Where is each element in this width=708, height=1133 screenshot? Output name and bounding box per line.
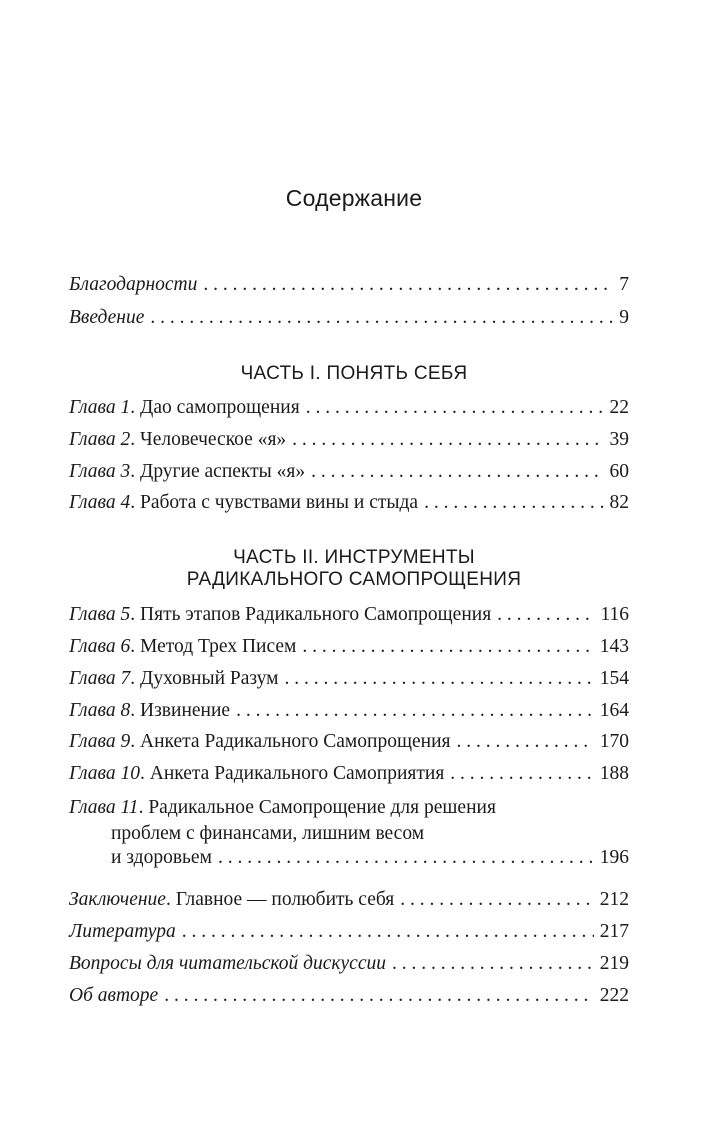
- page-title: Содержание: [285, 185, 423, 211]
- chapter-prefix: Глава 11: [69, 797, 139, 818]
- chapter-title-line2: проблем с финансами, лишним весом: [111, 823, 425, 844]
- chapter-prefix: Глава 4: [69, 492, 131, 513]
- page-number: 22: [609, 397, 629, 418]
- page-number: 7: [619, 274, 629, 295]
- leader-dots: [497, 600, 594, 630]
- toc-entry-chapter-11-last-line[interactable]: [69, 843, 629, 873]
- toc-entry-chapter-7[interactable]: Глава 7. Духовный Разум . . . 154: [69, 664, 629, 694]
- entry-label: Благодарности: [69, 274, 198, 295]
- toc-entry-chapter-8[interactable]: Глава 8. Извинение . . . 164: [69, 696, 629, 726]
- chapter-title: Работа с чувствами вины и стыда: [140, 492, 419, 513]
- chapter-title: Человеческое «я»: [140, 429, 287, 450]
- page-number: 217: [599, 921, 629, 942]
- page-number: 170: [599, 731, 629, 752]
- chapter-prefix: Глава 5: [69, 604, 131, 625]
- toc-entry-chapter-11[interactable]: [69, 795, 629, 847]
- leader-dots: [164, 981, 594, 1011]
- page-number: 39: [609, 429, 629, 450]
- page-number: 154: [599, 668, 629, 689]
- chapter-title: Анкета Радикального Самопрощения: [140, 731, 451, 752]
- page-number: 143: [599, 636, 629, 657]
- leader-dots: [456, 727, 593, 757]
- entry-prefix: Заключение: [69, 889, 166, 910]
- chapter-prefix: Глава 7: [69, 668, 131, 689]
- leader-dots: [424, 488, 603, 518]
- entry-label: Вопросы для читательской дискуссии: [69, 953, 386, 974]
- entry-label: Об авторе: [69, 985, 159, 1006]
- chapter-prefix: Глава 2: [69, 429, 131, 450]
- chapter-title: Другие аспекты «я»: [140, 461, 306, 482]
- leader-dots: [150, 303, 613, 333]
- toc-entry-chapter-10[interactable]: Глава 10. Анкета Радикального Самоприятия . . . 188: [69, 759, 629, 789]
- leader-dots: [285, 664, 594, 694]
- toc-entry-chapter-1[interactable]: Глава 1. Дао самопрощения . . . 22: [69, 393, 629, 423]
- leader-dots: [450, 759, 593, 789]
- leader-dots: [182, 917, 594, 947]
- chapter-title: Метод Трех Писем: [140, 636, 297, 657]
- leader-dots: [306, 393, 604, 423]
- page-number: 212: [599, 889, 629, 910]
- part-2-heading-line1: ЧАСТЬ II. ИНСТРУМЕНТЫ: [233, 547, 475, 568]
- toc-entry-chapter-5[interactable]: Глава 5. Пять этапов Радикального Самопрощения . . . 116: [69, 600, 629, 630]
- chapter-prefix: Глава 9: [69, 731, 131, 752]
- toc-entry-chapter-2[interactable]: Глава 2. Человеческое «я» . . . 39: [69, 425, 629, 455]
- toc-entry-introduction[interactable]: [69, 303, 629, 333]
- toc-entry-conclusion[interactable]: Заключение. Главное — полюбить себя . . . 212: [69, 885, 629, 915]
- toc-entry-about-author[interactable]: [69, 981, 629, 1011]
- leader-dots: [236, 696, 594, 726]
- chapter-11-line1: Глава 11. Радикальное Самопрощение для решения: [69, 797, 496, 818]
- page-number: 222: [599, 985, 629, 1006]
- chapter-title-line1: Радикальное Самопрощение для решения: [148, 797, 496, 818]
- chapter-prefix: Глава 3: [69, 461, 131, 482]
- page-number: 60: [609, 461, 629, 482]
- toc-entry-literature[interactable]: [69, 917, 629, 947]
- page-number: 82: [609, 492, 629, 513]
- leader-dots: [311, 457, 603, 487]
- entry-label: Введение: [69, 307, 145, 328]
- toc-entry-chapter-9[interactable]: Глава 9. Анкета Радикального Самопрощения . . . 170: [69, 727, 629, 757]
- entry-label: Литература: [69, 921, 176, 942]
- entry-title: Главное — полюбить себя: [175, 889, 395, 910]
- toc-entry-discussion-questions[interactable]: [69, 949, 629, 979]
- chapter-title: Пять этапов Радикального Самопрощения: [140, 604, 492, 625]
- toc-entry-chapter-3[interactable]: Глава 3. Другие аспекты «я» . . . 60: [69, 457, 629, 487]
- part-1-heading: ЧАСТЬ I. ПОНЯТЬ СЕБЯ: [240, 363, 468, 384]
- part-2-heading-line2: РАДИКАЛЬНОГО САМОПРОЩЕНИЯ: [186, 569, 522, 590]
- leader-dots: [218, 843, 594, 873]
- chapter-prefix: Глава 1: [69, 397, 131, 418]
- chapter-prefix: Глава 10: [69, 763, 141, 784]
- page-number: 164: [599, 700, 629, 721]
- toc-entry-chapter-4[interactable]: Глава 4. Работа с чувствами вины и стыда . . . 82: [69, 488, 629, 518]
- page-number: 116: [600, 604, 629, 625]
- leader-dots: [302, 632, 593, 662]
- toc-entry-chapter-6[interactable]: Глава 6. Метод Трех Писем . . . 143: [69, 632, 629, 662]
- page-number: 196: [599, 847, 629, 868]
- chapter-title-line3: и здоровьем: [111, 847, 212, 868]
- leader-dots: [203, 270, 613, 300]
- chapter-title: Анкета Радикального Самоприятия: [149, 763, 445, 784]
- leader-dots: [392, 949, 594, 979]
- chapter-prefix: Глава 6: [69, 636, 131, 657]
- page-number: 188: [599, 763, 629, 784]
- leader-dots: [292, 425, 603, 455]
- leader-dots: [400, 885, 593, 915]
- page-number: 9: [619, 307, 629, 328]
- chapter-title: Дао самопрощения: [140, 397, 300, 418]
- chapter-prefix: Глава 8: [69, 700, 131, 721]
- chapter-title: Духовный Разум: [140, 668, 279, 689]
- page-number: 219: [599, 953, 629, 974]
- chapter-title: Извинение: [140, 700, 231, 721]
- toc-entry-acknowledgements[interactable]: [69, 270, 629, 300]
